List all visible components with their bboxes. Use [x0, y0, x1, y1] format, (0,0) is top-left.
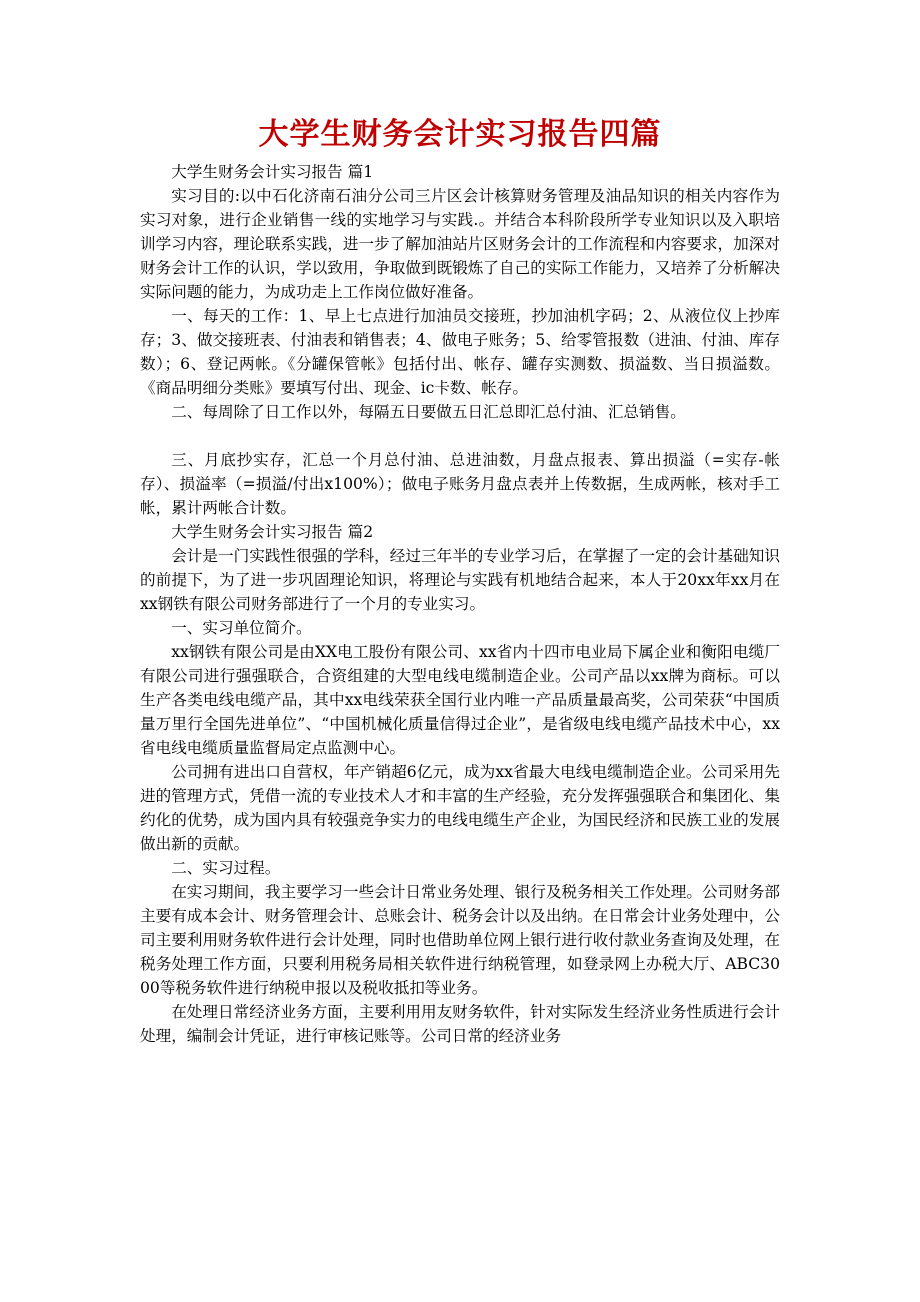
paragraph-intro: 会计是一门实践性很强的学科，经过三年半的专业学习后，在掌握了一定的会计基础知识的前提下，为了进一步巩固理论知识，将理论与实践有机地结合起来，本人于20xx年xx月在xx钢铁有限公司财务部进行了一个月的专业实习。 — [140, 547, 780, 613]
paragraph-weekly-work: 二、每周除了日工作以外，每隔五日要做五日汇总即汇总付油、汇总销售。 — [171, 403, 686, 421]
section-heading-2: 大学生财务会计实习报告 篇2 — [171, 523, 374, 541]
document-page — [140, 112, 780, 1048]
paragraph-process-heading: 二、实习过程。 — [171, 859, 281, 877]
paragraph-company-heading: 一、实习单位简介。 — [171, 619, 312, 637]
section-heading-1: 大学生财务会计实习报告 篇1 — [171, 163, 374, 181]
document-title: 大学生财务会计实习报告四篇 — [258, 117, 662, 152]
paragraph-purpose: 实习目的:以中石化济南石油分公司三片区会计核算财务管理及油品知识的相关内容作为实习对象，进行企业销售一线的实地学习与实践.。并结合本科阶段所学专业知识以及入职培训学习内容，理论联系实践，进一步了解加油站片区财务会计的工作流程和内容要求，加深对财务会计工作的认识，学以致用，争取做到既锻炼了自己的实际工作能力，又培养了分析解决实际问题的能力，为成功走上工作岗位做好准备。 — [140, 187, 780, 301]
paragraph-company-profile: xx钢铁有限公司是由XX电工股份有限公司、xx省内十四市电业局下属企业和衡阳电缆厂有限公司进行强强联合，合资组建的大型电线电缆制造企业。公司产品以xx牌为商标。可以生产各类电线电缆产品，其中xx电线荣获全国行业内唯一产品质量最高奖，公司荣获“中国质量万里行全国先进单位”、“中国机械化质量信得过企业”，是省级电线电缆产品技术中心，xx省电线电缆质量监督局定点监测中心。 — [140, 643, 780, 757]
paragraph-daily-work: 一、每天的工作：1、早上七点进行加油员交接班，抄加油机字码；2、从液位仪上抄库存；3、做交接班表、付油表和销售表；4、做电子账务；5、给零管报数（进油、付油、库存数）；6、登记两帐。《分罐保管帐》包括付出、帐存、罐存实测数、损溢数、当日损溢数。《商品明细分类账》要填写付出、现金、ic卡数、帐存。 — [140, 307, 780, 397]
paragraph-monthly-work: 三、月底抄实存，汇总一个月总付油、总进油数，月盘点报表、算出损溢（=实存-帐存）、损溢率（=损溢/付出x100%）；做电子账务月盘点表并上传数据，生成两帐，核对手工帐，累计两帐合计数。 — [140, 451, 780, 517]
paragraph-process-detail: 在实习期间，我主要学习一些会计日常业务处理、银行及税务相关工作处理。公司财务部主要有成本会计、财务管理会计、总账会计、税务会计以及出纳。在日常会计业务处理中，公司主要利用财务软件进行会计处理，同时也借助单位网上银行进行收付款业务查询及处理，在税务处理工作方面，只要利用税务局相关软件进行纳税管理，如登录网上办税大厅、ABC3000等税务软件进行纳税申报以及税收抵扣等业务。 — [140, 883, 780, 997]
paragraph-company-business: 公司拥有进出口自营权，年产销超6亿元，成为xx省最大电线电缆制造企业。公司采用先进的管理方式，凭借一流的专业技术人才和丰富的生产经验，充分发挥强强联合和集团化、集约化的优势，成为国内具有较强竞争实力的电线电缆生产企业，为国民经济和民族工业的发展做出新的贡献。 — [140, 763, 780, 853]
paragraph-daily-business: 在处理日常经济业务方面，主要利用用友财务软件，针对实际发生经济业务性质进行会计处理，编制会计凭证，进行审核记账等。公司日常的经济业务 — [140, 1003, 780, 1045]
